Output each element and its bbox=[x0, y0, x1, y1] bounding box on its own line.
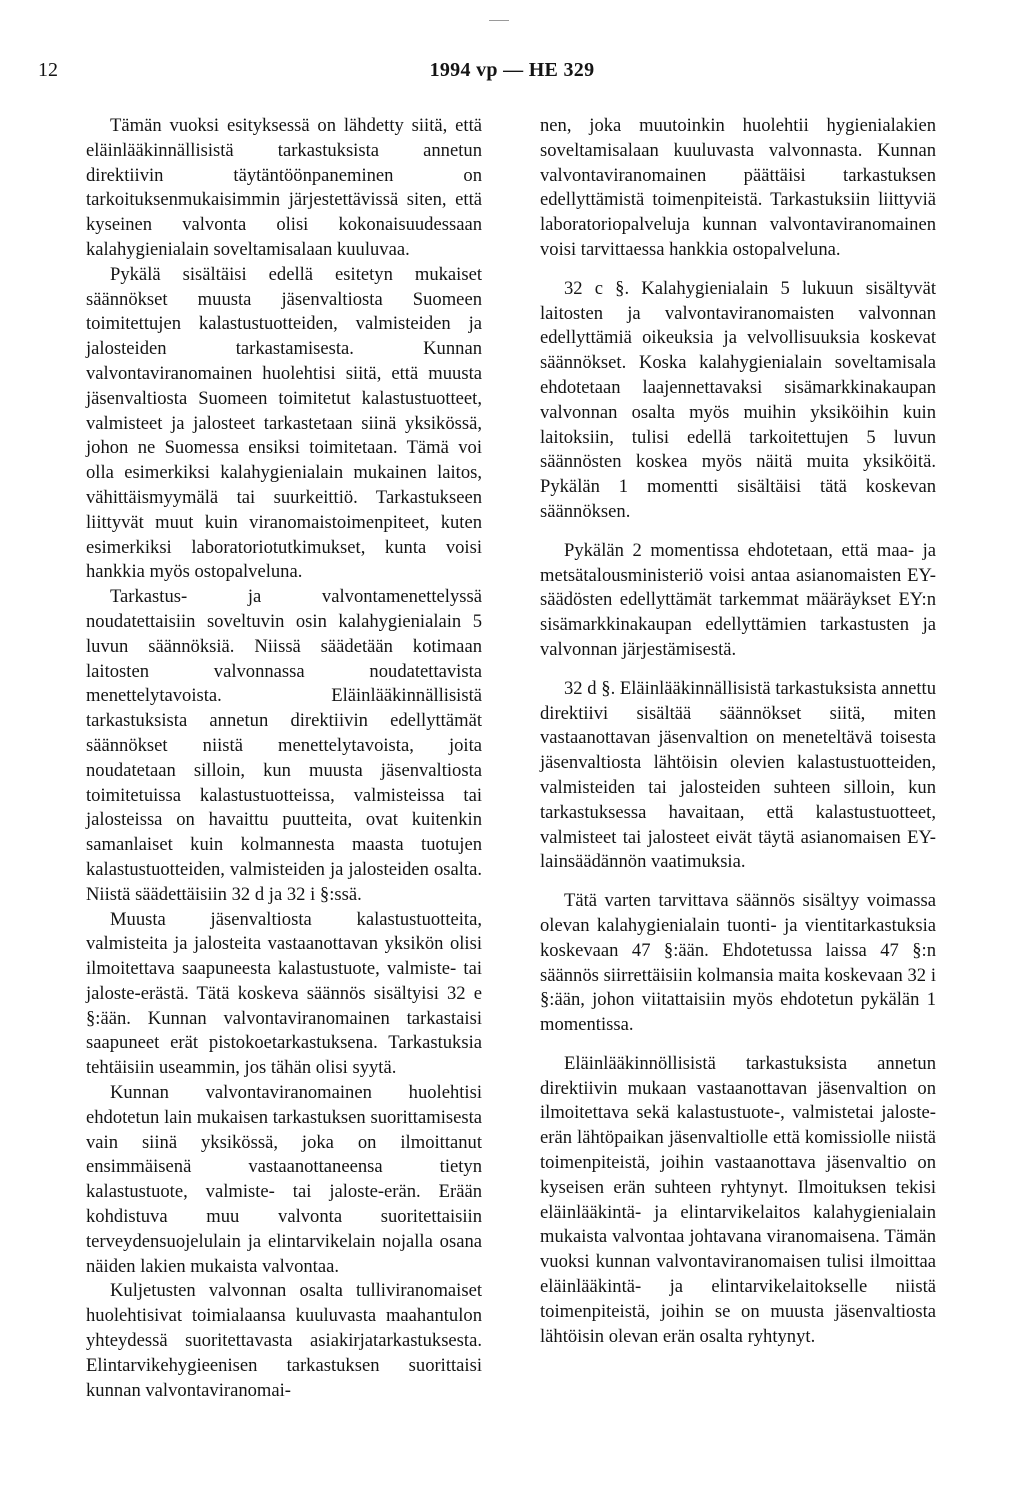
paragraph: Muusta jäsenvaltiosta kalastustuotteita, valmisteita ja jalosteita vastaanottavan yksikön olisi ilmoitettava saapuneesta kalastustuote, valmiste- tai jaloste-erästä. Tätä koskeva säännös sisältyisi 32 e §:ään. Kunnan valvontaviranomainen tarkastaisi saapuneet erät pistokoetarkastuksena. Tarkastuksia tehtäisiin useammin, jos tähän olisi syytä. bbox=[86, 908, 482, 1079]
paragraph: 32 d §. Eläinlääkinnällisistä tarkastuksista annettu direktiivi sisältää säännökset siitä, miten vastaanottavan jäsenvaltion on meneteltävä toisesta jäsenvaltiosta lähtöisin olevien kalastustuotteiden, valmisteiden tai jalosteiden suhteen silloin, kun tarkastuksessa havaitaan, että kalastustuotteet, valmisteet tai jalosteet eivät täytä asianomaisen EY-lainsäädännön vaatimuksia. bbox=[540, 677, 936, 873]
paragraph: Pykälän 2 momentissa ehdotetaan, että maa- ja metsätalousministeriö voisi antaa asianomaisten EY-säädösten edellyttämät tarkemmat määräykset EY:n sisämarkkinakaupan edellyttämien tarkastusten ja valvonnan järjestämisestä. bbox=[540, 539, 936, 660]
paragraph-continued: nen, joka muutoinkin huolehtii hygienialakien soveltamisalaan kuuluvasta valvonnasta. Kunnan valvontaviranomainen päättäisi tarkastuksen edellyttämistä toimenpiteistä. Tarkastuksiin liittyviä laboratoriopalveluja kunnan valvontaviranomainen voisi tarvittaessa hankkia ostopalveluna. bbox=[540, 115, 936, 260]
paragraph: 32 c §. Kalahygienialain 5 lukuun sisältyvät laitosten ja valvontaviranomaisten valvonnan edellyttämiä oikeuksia ja velvollisuuksia koskevat säännökset. Koska kalahygienialain soveltamisala ehdotetaan laajennettavaksi sisämarkkinakaupan valvonnan osalta myös muihin yksiköihin kuin laitoksiin, tulisi edellä tarkoitettujen 5 luvun säännösten koskea myös näitä muita yksiköitä. Pykälän 1 momentti sisältäisi tätä koskevan säännöksen. bbox=[540, 277, 936, 522]
paragraph: Pykälä sisältäisi edellä esitetyn mukaiset säännökset muusta jäsenvaltiosta Suomeen toimitettujen kalastustuotteiden, valmisteiden ja jalosteiden tarkastamisesta. Kunnan valvontaviranomainen huolehtisi siitä, että muusta jäsenvaltiosta Suomeen toimitetut kalastustuotteet, valmisteet ja jalosteet tarkastetaan siinä yksikössä, johon ne Suomessa ensiksi toimitetaan. Tämä voi olla esimerkiksi kalahygienialain mukainen laitos, vähittäismyymälä tai suurkeittiö. Tarkastukseen liittyvät muut kuin viranomaistoimenpiteet, kuten esimerkiksi laboratoriotutkimukset, kunta voisi hankkia myös ostopalveluna. bbox=[86, 263, 482, 583]
paragraph: Kuljetusten valvonnan osalta tulliviranomaiset huolehtisivat toimialaansa kuuluvasta maahantulon yhteydessä suoritettavasta asiakirjatarkastuksesta. Elintarvikehygieenisen tarkastuksen suorittaisi kunnan valvontaviranomai- bbox=[86, 1280, 482, 1401]
paragraph: Eläinlääkinnöllisistä tarkastuksista annetun direktiivin mukaan vastaanottavan jäsenvaltion on ilmoitettava sekä kalastustuote-, valmistetai jaloste-erän lähtöpaikan jäsenvaltiolle että komissiolle niistä toimenpiteistä, joihin vastaanottava jäsenvaltio on kyseisen erän suhteen ryhtynyt. Ilmoituksen tekisi eläinlääkintä- ja elintarvikelaitos kalahygienialain mukaista valvontaa johtavana viranomaisena. Tämän vuoksi kunnan valvontaviranomaisen tulisi ilmoittaa eläinlääkintä- ja elintarvikelaitokselle niistä toimenpiteistä, joihin se on muusta jäsenvaltiosta lähtöisin olevan erän osalta ryhtynyt. bbox=[540, 1052, 936, 1347]
paragraph: Tämän vuoksi esityksessä on lähdetty siitä, että eläinlääkinnällisistä tarkastuksista annetun direktiivin täytäntöönpaneminen on tarkoituksenmukaisimmin järjestettävissä siten, että kyseinen valvonta olisi kokonaisuudessaan kalahygienialain soveltamisalaan kuuluvaa. bbox=[86, 115, 482, 260]
page-number: 12 bbox=[38, 59, 58, 81]
top-divider bbox=[489, 20, 509, 21]
right-column bbox=[540, 114, 936, 1349]
paragraph: Kunnan valvontaviranomainen huolehtisi ehdotetun lain mukaisen tarkastuksen suorittamisesta vain siinä yksikössä, joka on ilmoittanut ensimmäisenä vastaanottaneensa tietyn kalastustuote, valmiste- tai jaloste-erän. Erään kohdistuva muu valvonta suoritettaisiin terveydensuojelulain ja elintarvikelain nojalla osana näiden lakien mukaista valvontaa. bbox=[86, 1082, 482, 1277]
running-header: 1994 vp — HE 329 bbox=[429, 59, 595, 81]
left-column bbox=[86, 114, 482, 1403]
paragraph: Tarkastus- ja valvontamenettelyssä noudatettaisiin soveltuvin osin kalahygienialain 5 luvun säännöksiä. Niissä säädetään kotimaan laitosten valvonnassa noudatettavista menettelytavoista. Eläinlääkinnällisistä tarkastuksista annetun direktiivin edellyttämät säännökset niistä menettelytavoista, joita noudatetaan silloin, kun muusta jäsenvaltiosta toimitetuissa kalastustuotteissa, valmisteissa tai jalosteissa on havaittu puutteita, ovat kuitenkin samanlaiset kuin kolmannesta maasta tuotujen kalastustuotteiden, valmisteiden ja jalosteiden osalta. Niistä säädettäisiin 32 d ja 32 i §:ssä. bbox=[86, 586, 482, 905]
paragraph: Tätä varten tarvittava säännös sisältyy voimassa olevan kalahygienialain tuonti- ja vientitarkastuksia koskevaan 47 §:ään. Ehdotetussa laissa 47 §:n säännös siirrettäisiin kolmansia maita koskevaan 32 i §:ään, johon viitattaisiin myös ehdotetun pykälän 1 momentissa. bbox=[540, 890, 936, 1036]
